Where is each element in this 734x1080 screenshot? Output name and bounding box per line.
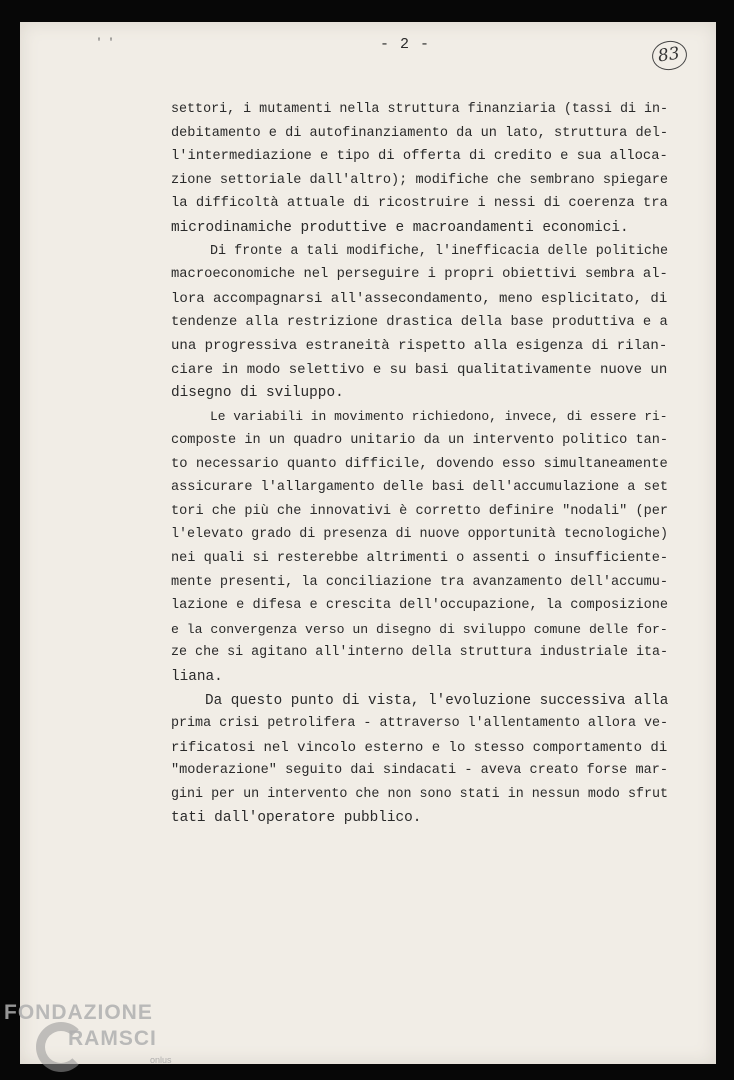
text-line: l'elevato grado di presenza di nuove opportunità tecnologiche) xyxy=(171,527,669,542)
text-line: Da questo punto di vista, l'evoluzione successiva alla xyxy=(205,693,669,709)
text-line: liana. xyxy=(171,669,223,685)
text-line: macroeconomiche nel perseguire i propri obiettivi sembra al- xyxy=(171,267,668,282)
text-line: Le variabili in movimento richiedono, invece, di essere ri- xyxy=(210,409,668,424)
watermark-line2: RAMSCI xyxy=(68,1027,157,1050)
text-line: debitamento e di autofinanziamento da un lato, struttura del- xyxy=(171,126,669,141)
text-line: tendenze alla restrizione drastica della base produttiva e a xyxy=(171,315,668,330)
text-line: "moderazione" seguito dai sindacati - aveva creato forse mar- xyxy=(171,763,669,778)
text-line: gini per un intervento che non sono stati in nessun modo sfrut xyxy=(171,787,669,802)
text-line: ze che si agitano all'interno della struttura industriale ita- xyxy=(171,645,669,660)
text-line: e la convergenza verso un disegno di sviluppo comune delle for- xyxy=(171,622,668,637)
watermark-suffix: onlus xyxy=(150,1055,172,1065)
text-line: prima crisi petrolifera - attraverso l'allentamento allora ve- xyxy=(171,716,669,731)
text-line: nei quali si resterebbe altrimenti o assenti o insufficiente- xyxy=(171,551,669,566)
text-line: mente presenti, la conciliazione tra avanzamento dell'accumu- xyxy=(171,575,669,590)
text-line: to necessario quanto difficile, dovendo esso simultaneamente xyxy=(171,457,668,472)
text-line: Di fronte a tali modifiche, l'inefficacia delle politiche xyxy=(210,244,669,259)
text-line: tori che più che innovativi è corretto definire "nodali" (per xyxy=(171,504,669,519)
text-line: microdinamiche produttive e macroandamenti economici. xyxy=(171,220,629,236)
text-line: l'intermediazione e tipo di offerta di credito e sua alloca- xyxy=(171,149,668,164)
text-line: una progressiva estraneità rispetto alla esigenza di rilan- xyxy=(171,338,668,354)
text-line: la difficoltà attuale di ricostruire i nessi di coerenza tra xyxy=(171,196,668,211)
text-line: disegno di sviluppo. xyxy=(171,385,344,401)
page-number: - 2 - xyxy=(380,36,431,53)
margin-marks: ' ' xyxy=(96,38,115,49)
text-line: lazione e difesa e crescita dell'occupazione, la composizione xyxy=(171,598,669,613)
text-line: settori, i mutamenti nella struttura finanziaria (tassi di in- xyxy=(171,102,669,117)
text-line: composte in un quadro unitario da un intervento politico tan- xyxy=(171,433,669,448)
text-line: rificatosi nel vincolo esterno e lo stesso comportamento di xyxy=(171,740,668,756)
watermark-logo xyxy=(2,1000,182,1078)
text-line: zione settoriale dall'altro); modifiche che sembrano spiegare xyxy=(171,173,669,188)
watermark-line1: FONDAZIONE xyxy=(4,1001,153,1024)
text-line: assicurare l'allargamento delle basi dell'accumulazione a set xyxy=(171,480,669,495)
folio-number: 83 xyxy=(656,43,681,67)
text-line: lora accompagnarsi all'assecondamento, meno esplicitato, di xyxy=(171,291,668,307)
text-line: ciare in modo selettivo e su basi qualitativamente nuove un xyxy=(171,362,668,378)
text-line: tati dall'operatore pubblico. xyxy=(171,810,422,826)
